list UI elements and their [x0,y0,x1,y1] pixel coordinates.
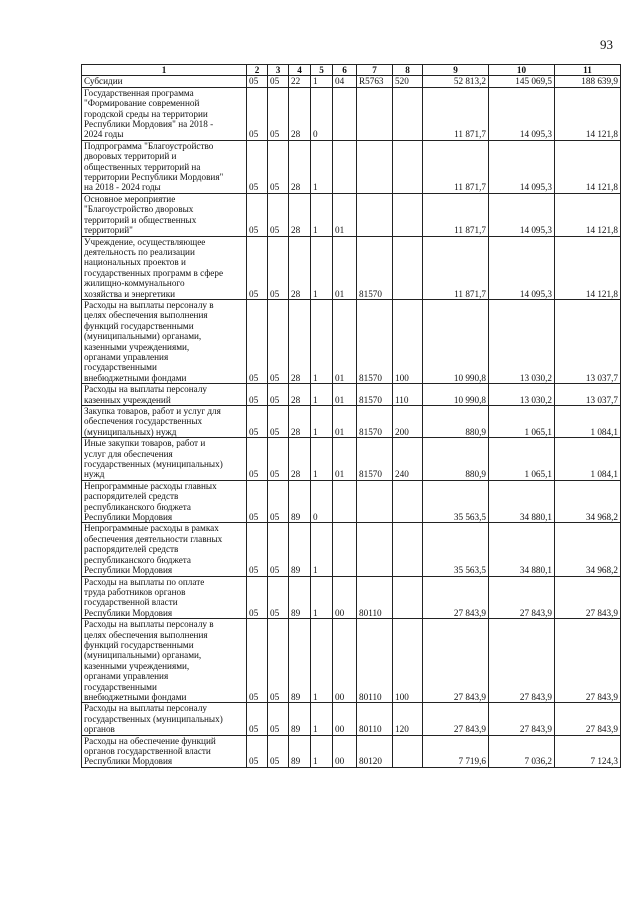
direction-code [357,193,393,236]
amount-col-10: 1 065,1 [489,438,555,481]
table-row [82,299,621,383]
row-name: Расходы на выплаты персоналу в целях обеспечения выполнения функций государственными (муниципальными) органами, казенными учреждениями, органами управления государственными внебюджетными фондами [82,299,247,383]
column-header: 1 [82,65,247,76]
measure-code: 00 [333,703,357,735]
amount-col-9: 10 990,8 [423,384,489,406]
amount-col-9: 35 563,5 [423,523,489,576]
measure-code: 00 [333,576,357,619]
column-header: 6 [333,65,357,76]
table-row [82,619,621,703]
expense-type-code: 200 [393,406,423,438]
column-header: 3 [268,65,289,76]
subsection-code: 05 [268,480,289,523]
amount-col-9: 11 871,7 [423,236,489,299]
expense-type-code [393,140,423,193]
amount-col-11: 13 037,7 [555,384,621,406]
subprogram-code: 1 [311,193,333,236]
measure-code: 01 [333,406,357,438]
measure-code: 04 [333,76,357,87]
section-code: 05 [247,406,268,438]
expense-type-code [393,193,423,236]
row-name: Расходы на выплаты по оплате труда работников органов государственной власти Республики Мордовия [82,576,247,619]
program-code: 28 [289,406,311,438]
direction-code: 81570 [357,406,393,438]
program-code: 89 [289,619,311,703]
amount-col-11: 34 968,2 [555,523,621,576]
amount-col-10: 27 843,9 [489,703,555,735]
amount-col-9: 27 843,9 [423,703,489,735]
subprogram-code: 1 [311,384,333,406]
amount-col-10: 34 880,1 [489,480,555,523]
amount-col-9: 35 563,5 [423,480,489,523]
amount-col-10: 14 095,3 [489,87,555,140]
amount-col-11: 14 121,8 [555,140,621,193]
subsection-code: 05 [268,735,289,767]
amount-col-9: 880,9 [423,438,489,481]
row-name: Расходы на выплаты персоналу казенных учреждений [82,384,247,406]
row-name: Подпрограмма "Благоустройство дворовых территорий и общественных территорий на территории Республики Мордовия" на 2018 - 2024 годы [82,140,247,193]
amount-col-11: 188 639,9 [555,76,621,87]
section-code: 05 [247,480,268,523]
section-code: 05 [247,299,268,383]
column-header: 7 [357,65,393,76]
expense-type-code [393,236,423,299]
expense-type-code [393,523,423,576]
section-code: 05 [247,236,268,299]
expense-type-code [393,735,423,767]
subprogram-code: 1 [311,735,333,767]
subprogram-code: 1 [311,576,333,619]
row-name: Непрограммные расходы в рамках обеспечения деятельности главных распорядителей средств республиканского бюджета Республики Мордовия [82,523,247,576]
subsection-code: 05 [268,406,289,438]
amount-col-10: 14 095,3 [489,140,555,193]
measure-code [333,523,357,576]
amount-col-9: 11 871,7 [423,87,489,140]
subprogram-code: 1 [311,406,333,438]
program-code: 89 [289,523,311,576]
table-row [82,523,621,576]
row-name: Иные закупки товаров, работ и услуг для обеспечения государственных (муниципальных) нужд [82,438,247,481]
row-name: Учреждение, осуществляющее деятельность по реализации национальных проектов и государственных программ в сфере жилищно-коммунального хозяйства и энергетики [82,236,247,299]
row-name: Субсидии [82,76,247,87]
section-code: 05 [247,523,268,576]
amount-col-11: 7 124,3 [555,735,621,767]
table-row [82,480,621,523]
amount-col-9: 52 813,2 [423,76,489,87]
amount-col-11: 14 121,8 [555,193,621,236]
row-name: Закупка товаров, работ и услуг для обеспечения государственных (муниципальных) нужд [82,406,247,438]
program-code: 89 [289,735,311,767]
column-header: 2 [247,65,268,76]
direction-code: R5763 [357,76,393,87]
section-code: 05 [247,193,268,236]
subsection-code: 05 [268,703,289,735]
subsection-code: 05 [268,236,289,299]
row-name: Государственная программа "Формирование современной городской среды на территории Республики Мордовия" на 2018 - 2024 годы [82,87,247,140]
program-code: 89 [289,480,311,523]
row-name: Непрограммные расходы главных распорядителей средств республиканского бюджета Республики Мордовия [82,480,247,523]
direction-code: 81570 [357,438,393,481]
amount-col-11: 27 843,9 [555,576,621,619]
header-row [82,65,621,76]
column-header: 10 [489,65,555,76]
section-code: 05 [247,76,268,87]
column-header: 9 [423,65,489,76]
section-code: 05 [247,140,268,193]
section-code: 05 [247,619,268,703]
subsection-code: 05 [268,87,289,140]
subprogram-code: 0 [311,87,333,140]
column-header: 4 [289,65,311,76]
expense-type-code [393,576,423,619]
table-row [82,236,621,299]
subsection-code: 05 [268,299,289,383]
amount-col-9: 27 843,9 [423,619,489,703]
expense-type-code: 120 [393,703,423,735]
program-code: 28 [289,299,311,383]
direction-code: 80120 [357,735,393,767]
amount-col-11: 14 121,8 [555,236,621,299]
subsection-code: 05 [268,76,289,87]
program-code: 28 [289,140,311,193]
direction-code [357,523,393,576]
amount-col-9: 27 843,9 [423,576,489,619]
measure-code: 01 [333,384,357,406]
table-row [82,703,621,735]
direction-code: 81570 [357,384,393,406]
amount-col-9: 7 719,6 [423,735,489,767]
program-code: 89 [289,576,311,619]
measure-code: 01 [333,236,357,299]
amount-col-10: 13 030,2 [489,299,555,383]
expense-type-code [393,480,423,523]
direction-code [357,87,393,140]
program-code: 28 [289,384,311,406]
subsection-code: 05 [268,619,289,703]
row-name: Расходы на обеспечение функций органов государственной власти Республики Мордовия [82,735,247,767]
subprogram-code: 1 [311,619,333,703]
subprogram-code: 1 [311,76,333,87]
section-code: 05 [247,703,268,735]
expense-type-code [393,87,423,140]
amount-col-11: 13 037,7 [555,299,621,383]
amount-col-9: 11 871,7 [423,140,489,193]
direction-code [357,140,393,193]
direction-code: 80110 [357,619,393,703]
amount-col-9: 11 871,7 [423,193,489,236]
measure-code [333,87,357,140]
amount-col-11: 14 121,8 [555,87,621,140]
row-name: Расходы на выплаты персоналу государственных (муниципальных) органов [82,703,247,735]
row-name: Основное мероприятие "Благоустройство дворовых территорий и общественных территорий" [82,193,247,236]
measure-code: 01 [333,193,357,236]
table-row [82,76,621,87]
subprogram-code: 1 [311,523,333,576]
table-row [82,438,621,481]
amount-col-11: 34 968,2 [555,480,621,523]
page-number: 93 [600,37,613,52]
amount-col-10: 14 095,3 [489,236,555,299]
expense-type-code: 520 [393,76,423,87]
subprogram-code: 1 [311,703,333,735]
program-code: 28 [289,193,311,236]
expense-type-code: 240 [393,438,423,481]
amount-col-9: 10 990,8 [423,299,489,383]
measure-code: 00 [333,735,357,767]
amount-col-10: 27 843,9 [489,619,555,703]
program-code: 28 [289,438,311,481]
amount-col-10: 27 843,9 [489,576,555,619]
amount-col-10: 1 065,1 [489,406,555,438]
amount-col-10: 13 030,2 [489,384,555,406]
program-code: 22 [289,76,311,87]
subprogram-code: 1 [311,438,333,481]
section-code: 05 [247,576,268,619]
measure-code: 00 [333,619,357,703]
table-row [82,87,621,140]
table-row [82,576,621,619]
section-code: 05 [247,735,268,767]
direction-code: 80110 [357,703,393,735]
section-code: 05 [247,438,268,481]
measure-code [333,480,357,523]
budget-table [81,64,621,768]
column-header: 11 [555,65,621,76]
subsection-code: 05 [268,140,289,193]
measure-code: 01 [333,299,357,383]
direction-code: 81570 [357,299,393,383]
subprogram-code: 0 [311,480,333,523]
direction-code: 81570 [357,236,393,299]
subprogram-code: 1 [311,299,333,383]
amount-col-11: 1 084,1 [555,406,621,438]
column-header: 5 [311,65,333,76]
measure-code: 01 [333,438,357,481]
subsection-code: 05 [268,438,289,481]
direction-code [357,480,393,523]
amount-col-10: 34 880,1 [489,523,555,576]
amount-col-10: 14 095,3 [489,193,555,236]
amount-col-10: 145 069,5 [489,76,555,87]
expense-type-code: 100 [393,619,423,703]
direction-code: 80110 [357,576,393,619]
subsection-code: 05 [268,576,289,619]
amount-col-11: 1 084,1 [555,438,621,481]
subprogram-code: 1 [311,236,333,299]
amount-col-11: 27 843,9 [555,703,621,735]
amount-col-10: 7 036,2 [489,735,555,767]
amount-col-11: 27 843,9 [555,619,621,703]
expense-type-code: 100 [393,299,423,383]
table-row [82,193,621,236]
subsection-code: 05 [268,193,289,236]
column-header: 8 [393,65,423,76]
subsection-code: 05 [268,523,289,576]
section-code: 05 [247,87,268,140]
section-code: 05 [247,384,268,406]
subsection-code: 05 [268,384,289,406]
table-row [82,735,621,767]
amount-col-9: 880,9 [423,406,489,438]
subprogram-code: 1 [311,140,333,193]
table-row [82,406,621,438]
measure-code [333,140,357,193]
table-row [82,384,621,406]
program-code: 89 [289,703,311,735]
program-code: 28 [289,236,311,299]
expense-type-code: 110 [393,384,423,406]
table-row [82,140,621,193]
program-code: 28 [289,87,311,140]
row-name: Расходы на выплаты персоналу в целях обеспечения выполнения функций государственными (муниципальными) органами, казенными учреждениями, органами управления государственными внебюджетными фондами [82,619,247,703]
